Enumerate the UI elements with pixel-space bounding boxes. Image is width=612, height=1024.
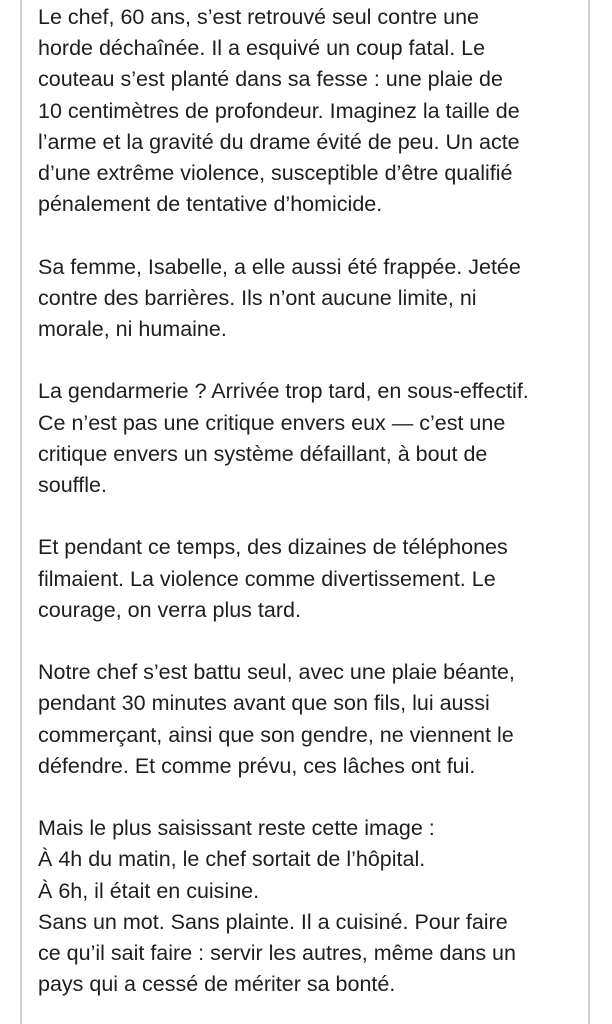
text-line: pendant 30 minutes avant que son fils, lui aussi: [38, 691, 490, 716]
text-line: l’arme et la gravité du drame évité de peu. Un acte: [38, 129, 520, 154]
text-line: Sa femme, Isabelle, a elle aussi été frappée. Jetée: [38, 254, 521, 279]
post-body: [38, 2, 598, 1024]
text-line: Notre chef s’est battu seul, avec une plaie béante,: [38, 660, 515, 685]
paragraph-striking-image: [38, 813, 598, 1000]
left-border-rule: [20, 0, 22, 1024]
text-line: ce qu’il sait faire : servir les autres, même dans un: [38, 941, 516, 966]
text-line: pénalement de tentative d’homicide.: [38, 192, 383, 217]
text-line: pays qui a cessé de mériter sa bonté.: [38, 972, 396, 997]
paragraph-gendarmerie: [38, 376, 598, 501]
text-line: défendre. Et comme prévu, ces lâches ont fui.: [38, 753, 476, 778]
text-line: filmaient. La violence comme divertissement. Le: [38, 566, 496, 591]
text-line: Le chef, 60 ans, s’est retrouvé seul contre une: [38, 5, 480, 29]
text-line: horde déchaînée. Il a esquivé un coup fatal. Le: [38, 36, 486, 61]
text-line: Ce n’est pas une critique envers eux — c’est une: [38, 410, 506, 435]
text-line: commerçant, ainsi que son gendre, ne viennent le: [38, 722, 514, 747]
text-line: contre des barrières. Ils n’ont aucune limite, ni: [38, 285, 477, 310]
paragraph-chef-attack: [38, 2, 598, 220]
text-line: d’une extrême violence, susceptible d’être qualifié: [38, 161, 513, 186]
text-line: critique envers un système défaillant, à bout de: [38, 441, 488, 466]
paragraph-phones-filming: [38, 532, 598, 626]
text-line: souffle.: [38, 473, 107, 498]
text-line: La gendarmerie ? Arrivée trop tard, en sous-effectif.: [38, 379, 529, 404]
text-line: Mais le plus saisissant reste cette image :: [38, 816, 435, 841]
text-line: morale, ni humaine.: [38, 317, 227, 342]
text-line: À 4h du matin, le chef sortait de l’hôpital.: [38, 847, 426, 872]
text-line: couteau s’est planté dans sa fesse : une plaie de: [38, 67, 503, 92]
text-line: À 6h, il était en cuisine.: [38, 878, 260, 903]
text-line: Sans un mot. Sans plainte. Il a cuisiné. Pour faire: [38, 909, 508, 934]
paragraph-wife-isabelle: [38, 252, 598, 346]
text-line: 10 centimètres de profondeur. Imaginez la taille de: [38, 98, 520, 123]
text-line: Et pendant ce temps, des dizaines de téléphones: [38, 535, 508, 560]
paragraph-fought-alone: [38, 657, 598, 782]
text-line: courage, on verra plus tard.: [38, 597, 301, 622]
